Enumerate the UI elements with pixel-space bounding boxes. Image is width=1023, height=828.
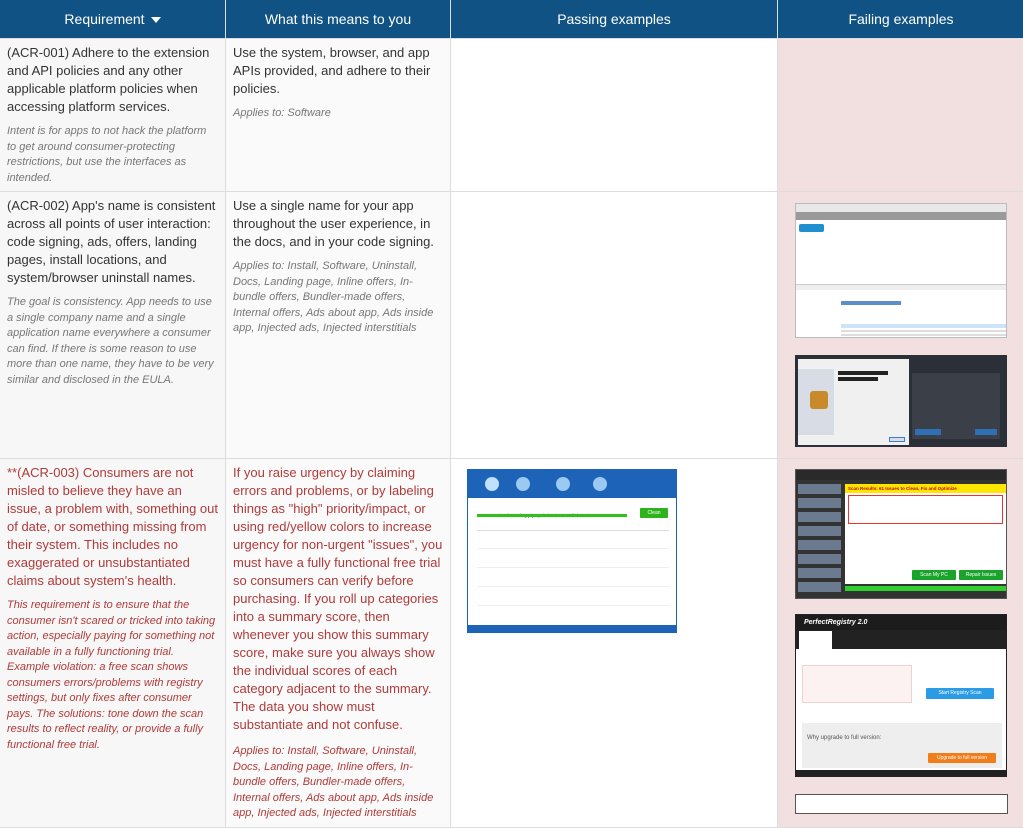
requirement-note: This requirement is to ensure that the consumer isn't scared or tricked into taking action, especially paying for something not available in a fully functioning trial. Example violation: a free scan shows consumers errors/problems with registry settings, but only fixes after consumer pays. The solutions: tone down the scan results to reflect reality, or provide a fully functional free trial.	[7, 599, 216, 751]
caret-down-icon[interactable]	[151, 17, 161, 23]
failing-screenshot-perfect-registry[interactable]: PerfectRegistry 2.0 Start Registry Scan Why upgrade to full version: Upgrade to full version	[795, 614, 1007, 777]
failing-screenshot-scan-results[interactable]: Scan Results: 61 Issues to Clean, Fix and Optimize Scan My PC Repair Issues	[795, 469, 1007, 599]
requirement-text: **(ACR-003) Consumers are not misled to believe they have an issue, a problem with, something out of date, or something missing from their system. This includes no exaggerated or unsubstantiated claims about system's health.	[7, 465, 218, 588]
failing-examples	[778, 39, 1023, 191]
failing-examples	[778, 192, 1023, 458]
meaning-text: Use a single name for your app throughout the user experience, in the docs, and in your code signing.	[233, 198, 434, 249]
meaning-text: Use the system, browser, and app APIs provided, and adhere to their policies.	[233, 45, 431, 96]
failing-screenshot-uninstall[interactable]	[795, 203, 1007, 338]
requirement-note: Intent is for apps to not hack the platform to get around consumer-protecting restrictions, but use the interfaces as intended.	[7, 125, 207, 184]
table-row	[0, 39, 1023, 191]
passing-examples	[451, 459, 777, 827]
failing-screenshot-partial[interactable]	[795, 794, 1008, 814]
header-meaning: What this means to you	[226, 0, 450, 38]
failing-examples	[778, 459, 1023, 827]
passing-examples	[451, 39, 777, 191]
applies-to: Applies to: Install, Software, Uninstall, Docs, Landing page, Inline offers, In-bundle offers, Bundler-made offers, Internal offers, Ads about app, Ads inside app, Injected ads, Injected interstitials	[233, 260, 434, 334]
header-passing: Passing examples	[451, 0, 777, 38]
requirement-text: (ACR-001) Adhere to the extension and API policies and any other applicable platform policies when accessing platform services.	[7, 45, 210, 114]
requirement-note: The goal is consistency. App needs to use a single company name and a single application name everywhere a consumer can find. If there is some reason to use more than one name, they have to be very similar and disclosed in the EULA.	[7, 296, 214, 386]
failing-screenshot-installer[interactable]	[795, 355, 1007, 447]
table-row	[0, 459, 1023, 827]
passing-examples	[451, 192, 777, 458]
header-requirement[interactable]: Requirement	[0, 0, 225, 38]
clean-button: Clean	[640, 508, 668, 518]
table-row	[0, 192, 1023, 458]
requirement-text: (ACR-002) App's name is consistent across all points of user interaction: code signing, ads, offers, landing pages, install locations, and system/browser uninstall names.	[7, 198, 216, 285]
applies-to: Applies to: Install, Software, Uninstall, Docs, Landing page, Inline offers, In-bundle offers, Bundler-made offers, Internal offers, Ads about app, Ads inside app, Injected ads, Injected interstitials	[233, 745, 434, 819]
passing-screenshot-optimizer[interactable]	[467, 469, 677, 633]
meaning-text: If you raise urgency by claiming errors and problems, or by labeling things as "high" priority/impact, or using red/yellow colors to increase urgency for non-urgent "issues", you must have a fully functional free trial so consumers can verify before purchasing. If you roll up categories into a summary score, then whenever you show this summary score, make sure you always show the individual scores of each category adjacent to the summary. The data you show must substantiate and not confuse.	[233, 465, 443, 732]
applies-to: Applies to: Software	[233, 107, 331, 119]
header-failing: Failing examples	[778, 0, 1023, 38]
